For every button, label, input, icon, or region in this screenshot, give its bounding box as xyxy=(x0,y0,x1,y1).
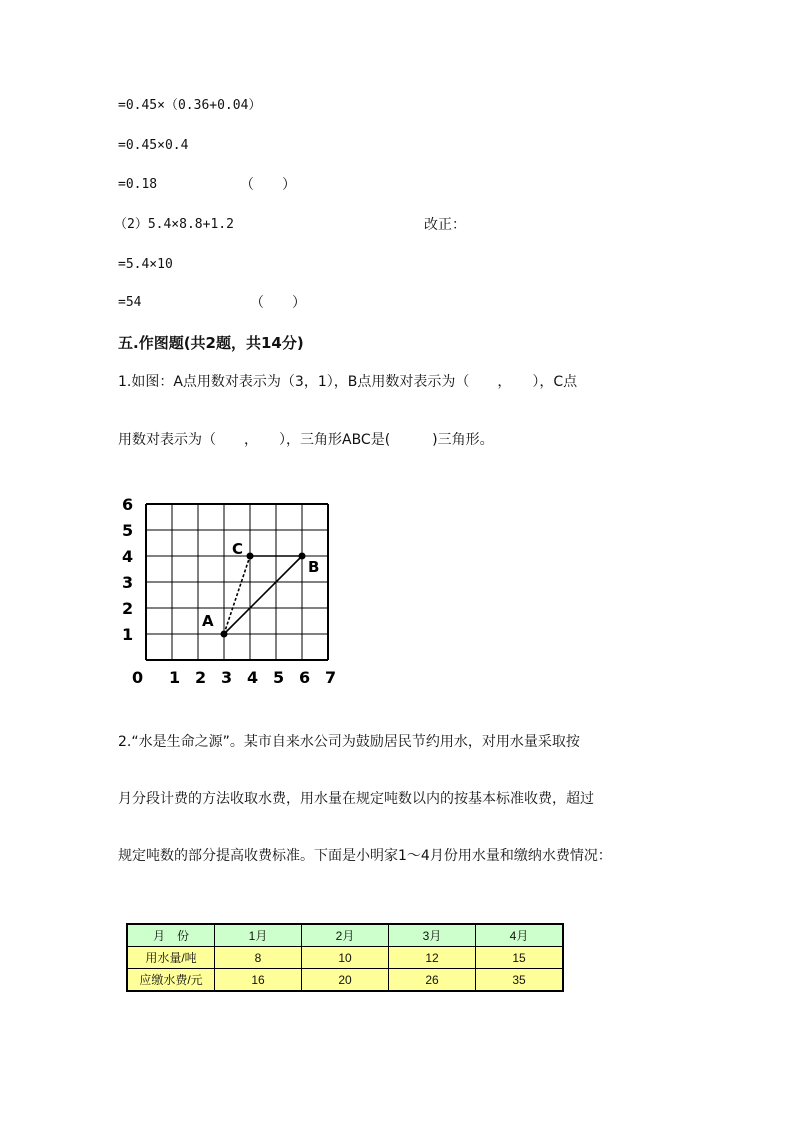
table-cell: 16 xyxy=(215,969,302,992)
x-tick-label: 1 xyxy=(169,668,181,687)
answer-blank-1[interactable]: （ ） xyxy=(240,177,296,193)
calc-line-4: （2）5.4×8.8+1.2 xyxy=(114,217,234,232)
point-label-a: A xyxy=(202,612,214,630)
table-cell: 12 xyxy=(389,947,476,969)
calc-line-5: =5.4×10 xyxy=(118,257,173,272)
table-cell: 8 xyxy=(215,947,302,969)
table-row xyxy=(127,947,563,969)
x-tick-label: 6 xyxy=(299,668,311,687)
coordinate-grid xyxy=(118,495,348,694)
y-tick-label: 5 xyxy=(122,521,134,540)
grid-svg xyxy=(118,495,348,690)
y-tick-label: 1 xyxy=(122,625,134,644)
question-2-line-1: 2.“水是生命之源”。某市自来水公司为鼓励居民节约用水，对用水量采取按 xyxy=(118,734,580,750)
section-heading: 五.作图题(共2题，共14分) xyxy=(118,334,304,352)
x-tick-label: 5 xyxy=(273,668,285,687)
y-tick-label: 4 xyxy=(122,547,134,566)
table-cell: 10 xyxy=(302,947,389,969)
segment-ab xyxy=(224,556,302,634)
table-cell: 20 xyxy=(302,969,389,992)
x-tick-label: 2 xyxy=(195,668,207,687)
x-tick-label: 7 xyxy=(325,668,337,687)
y-tick-label: 2 xyxy=(122,599,134,618)
correction-label: 改正： xyxy=(424,217,466,233)
calc-line-2: =0.45×0.4 xyxy=(118,138,189,153)
answer-blank-2[interactable]: （ ） xyxy=(250,295,306,311)
point-label-c: C xyxy=(232,540,244,558)
table-cell: 35 xyxy=(476,969,564,992)
point-label-b: B xyxy=(308,558,320,576)
table-cell: 应缴水费/元 xyxy=(127,969,215,992)
segment-ac xyxy=(224,556,250,634)
point-c xyxy=(247,553,254,560)
y-tick-label: 3 xyxy=(122,573,134,592)
question-2-line-2: 月分段计费的方法收取水费，用水量在规定吨数以内的按基本标准收费，超过 xyxy=(118,791,594,807)
table-cell: 用水量/吨 xyxy=(127,947,215,969)
table-header-cell: 2月 xyxy=(302,924,389,947)
calc-line-1: =0.45×（0.36+0.04） xyxy=(118,98,262,113)
table-cell: 26 xyxy=(389,969,476,992)
table-header-cell: 3月 xyxy=(389,924,476,947)
point-a xyxy=(221,631,228,638)
x-tick-label: 3 xyxy=(221,668,233,687)
table-header-row xyxy=(127,924,563,947)
x-tick-label: 0 xyxy=(132,668,144,687)
question-2-line-3: 规定吨数的部分提高收费标准。下面是小明家1～4月份用水量和缴纳水费情况： xyxy=(118,848,612,864)
table-row xyxy=(127,969,563,992)
water-fee-table xyxy=(126,923,564,992)
calc-line-3: =0.18 xyxy=(118,177,158,192)
calc-line-6: =54 xyxy=(118,295,142,310)
table-cell: 15 xyxy=(476,947,564,969)
point-b xyxy=(299,553,306,560)
question-1-line-1: 1.如图：A点用数对表示为（3，1），B点用数对表示为（ ， ），C点 xyxy=(118,374,578,390)
y-tick-label: 6 xyxy=(122,495,134,514)
table-header-cell: 月 份 xyxy=(127,924,215,947)
table-header-cell: 1月 xyxy=(215,924,302,947)
x-tick-label: 4 xyxy=(247,668,259,687)
table-header-cell: 4月 xyxy=(476,924,564,947)
question-1-line-2: 用数对表示为（ ， ），三角形ABC是( )三角形。 xyxy=(118,432,494,448)
